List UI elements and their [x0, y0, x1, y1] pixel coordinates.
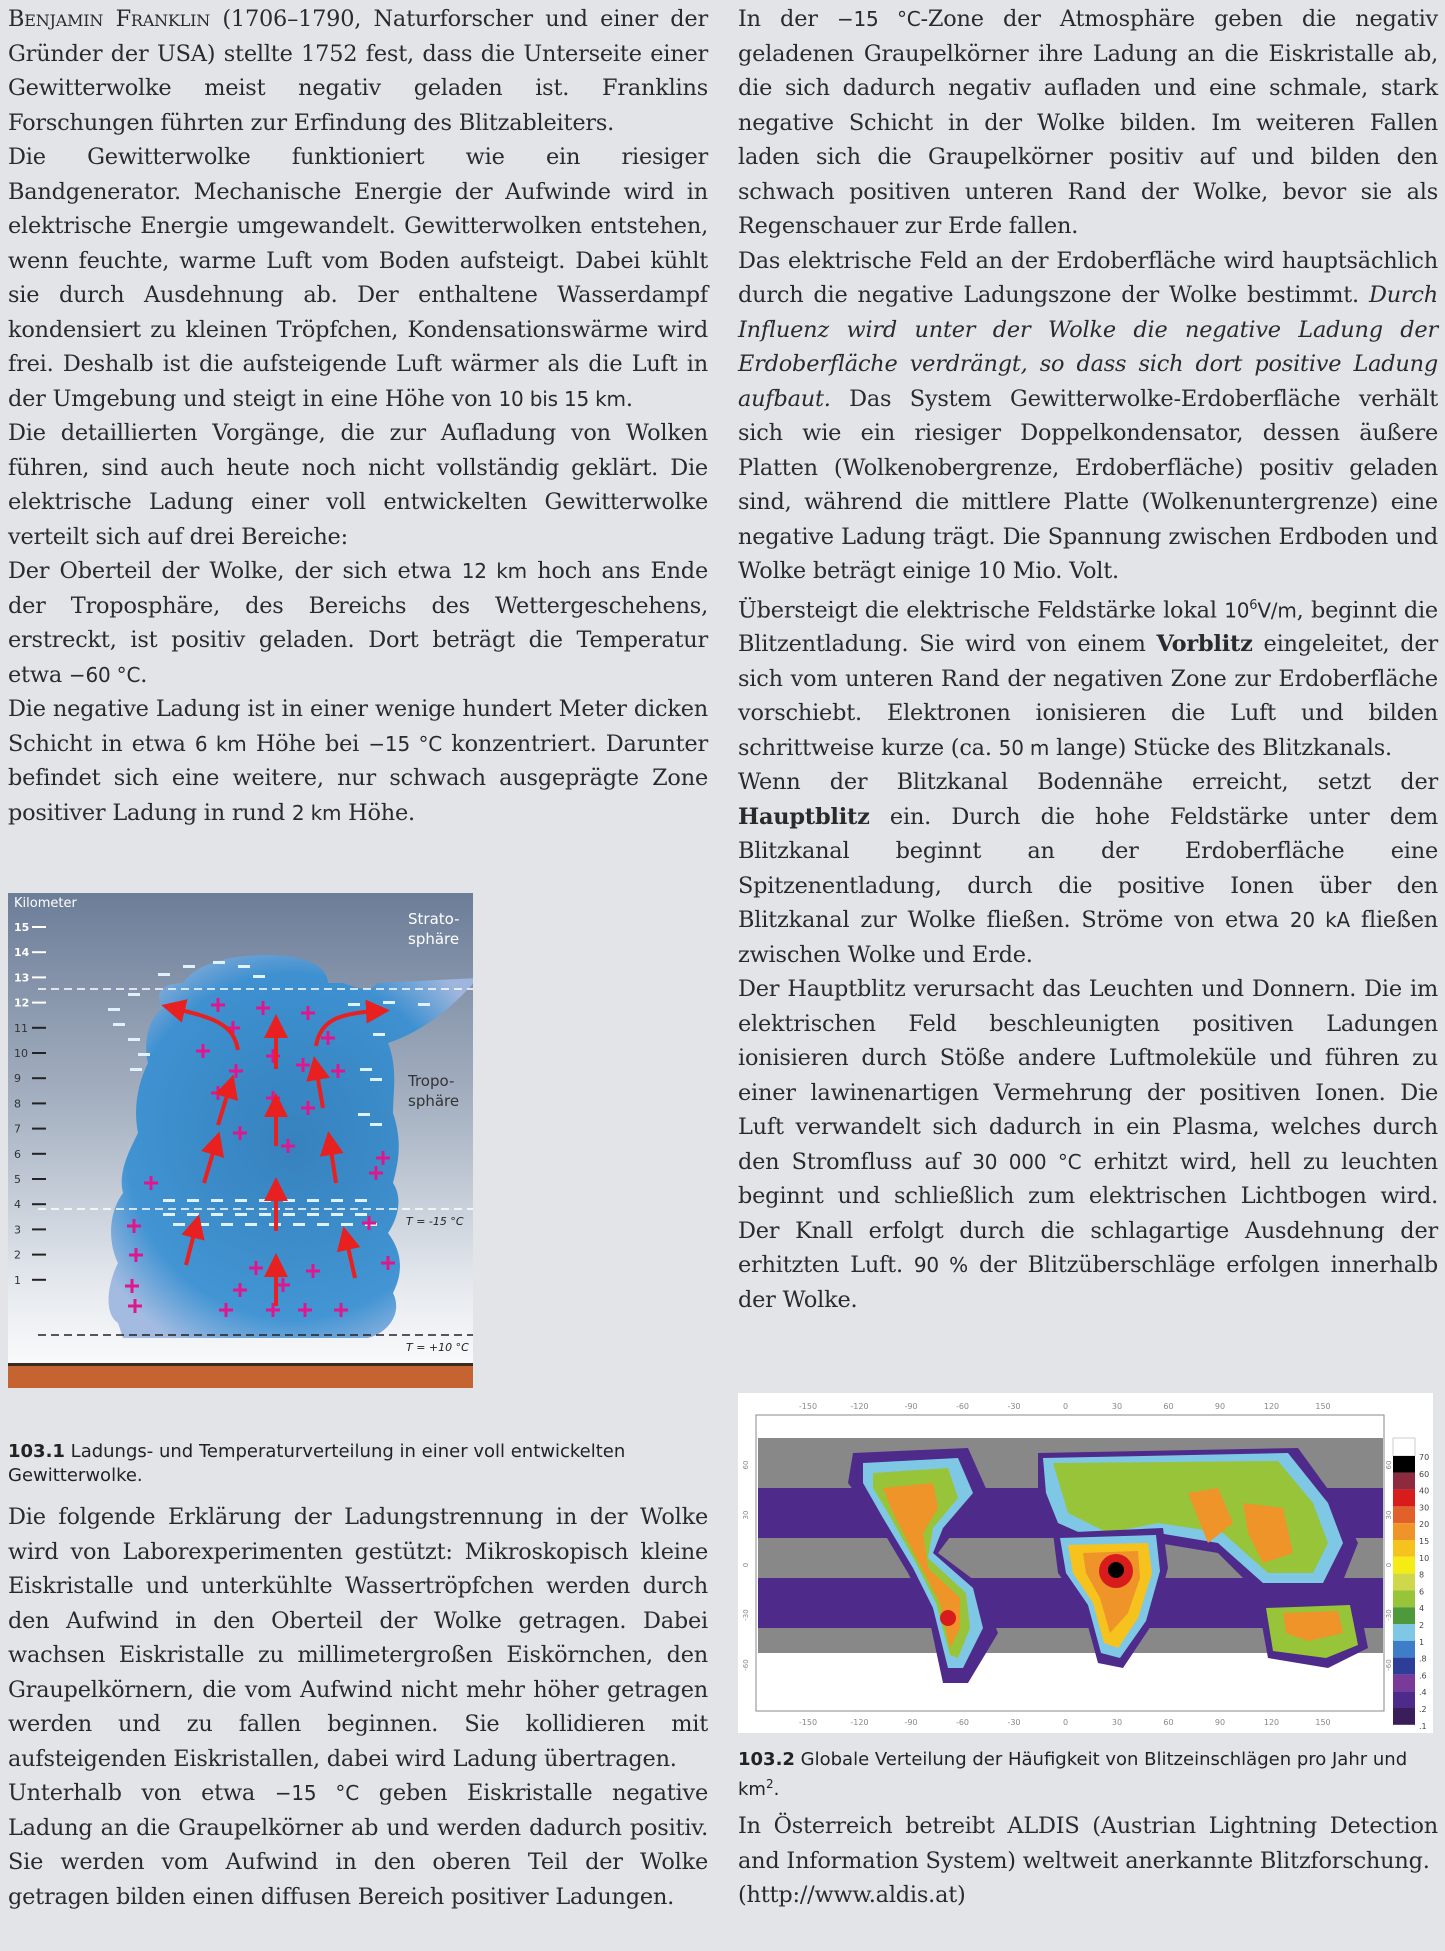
x-tick-top: -90	[904, 1402, 918, 1411]
negative-charge	[355, 1199, 367, 1202]
altitude-tick-label: 13	[14, 971, 30, 985]
positive-charge-v	[133, 1219, 136, 1233]
positive-charge-v	[217, 1086, 220, 1100]
negative-charge	[348, 1003, 360, 1006]
scale-label: .6	[1419, 1671, 1427, 1681]
scale-swatch	[1393, 1456, 1415, 1473]
negative-charge	[331, 1213, 343, 1216]
negative-charge	[317, 1223, 329, 1226]
positive-charge-v	[225, 1303, 228, 1317]
aldis-url[interactable]: (http://www.aldis.at)	[738, 1882, 966, 1908]
negative-charge	[213, 961, 225, 964]
negative-charge	[383, 1001, 395, 1004]
positive-charge-v	[312, 1264, 315, 1278]
altitude-tick-label: 2	[14, 1248, 21, 1262]
negative-charge	[283, 1213, 295, 1216]
x-tick-bottom: 30	[1111, 1718, 1123, 1727]
positive-charge-v	[202, 1044, 205, 1058]
negative-charge	[283, 1199, 295, 1202]
negative-charge	[128, 1038, 140, 1041]
positive-charge-v	[387, 1256, 390, 1270]
paragraph-laborexperimente: Die folgende Erklärung der Ladungstrennung in der Wolke wird von Laborexperimenten gestützt: Mikroskopisch kleine Eiskristalle und unterkühlte Wassertröpfchen werden durch den Aufwind in den Oberteil der Wolke getragen. Dabei wachsen Eiskristalle zu millimetergroßen Eiskörnchen, den Graupelkörnern, die vom Aufwind nicht mehr höher getragen werden und zu fallen beginnen. Sie kollidieren mit aufsteigenden Eiskristallen, dabei wird Ladung übertragen.	[8, 1504, 708, 1772]
paragraph-bandgenerator: Die Gewitterwolke funktioniert wie ein riesiger Bandgenerator. Mechanische Energie der Aufwinde wird in elektrische Energie umgewandelt. Gewitterwolken entstehen, wenn feuchte, warme Luft vom Boden aufsteigt. Dabei kühlt sie durch Ausdehnung ab. Der enthaltene Wasserdampf kondensiert zu kleinen Tröpfchen, Kondensationswärme wird frei. Deshalb ist die aufsteigende Luft wärmer als die Luft in der Umgebung und steigt in eine Höhe von 10 bis 15 km.	[8, 144, 708, 412]
positive-charge-v	[217, 998, 220, 1012]
negative-charge	[370, 1123, 382, 1126]
cloud-diagram	[8, 893, 473, 1388]
negative-charge	[370, 1078, 382, 1081]
x-tick-top: 90	[1214, 1402, 1226, 1411]
negative-charge	[418, 1003, 430, 1006]
negative-charge	[163, 1199, 175, 1202]
positive-charge-v	[239, 1283, 242, 1297]
negative-charge	[113, 1023, 125, 1026]
negative-charge	[358, 1113, 370, 1116]
scale-swatch	[1393, 1624, 1415, 1641]
right-column-text-bottom	[738, 1809, 1438, 1913]
y-tick-right: 30	[1385, 1510, 1393, 1520]
x-tick-top: -150	[798, 1402, 818, 1411]
scale-label: 4	[1419, 1604, 1425, 1614]
positive-charge-v	[287, 1139, 290, 1153]
positive-charge-v	[272, 1091, 275, 1105]
paragraph-aufladung: Die detaillierten Vorgänge, die zur Aufladung von Wolken führen, sind auch heute noch nicht vollständig geklärt. Die elektrische Ladung einer voll entwickelten Gewitterwolke verteilt sich auf drei Bereiche:	[8, 420, 708, 550]
altitude-tick-label: 15	[14, 921, 30, 934]
stratosphere-label-1: Strato-	[408, 910, 460, 928]
scale-label: .2	[1419, 1705, 1427, 1714]
left-column-text-bottom	[8, 1500, 708, 1914]
y-tick-left: 0	[742, 1562, 750, 1568]
y-tick-left: 30	[742, 1510, 750, 1520]
x-tick-bottom: 0	[1062, 1718, 1069, 1727]
negative-charge	[259, 1213, 271, 1216]
x-tick-top: 60	[1163, 1402, 1174, 1411]
x-tick-bottom: 120	[1263, 1718, 1280, 1727]
positive-charge-v	[304, 1303, 307, 1317]
y-tick-right: -30	[1385, 1609, 1393, 1621]
lightning-density-map	[738, 1393, 1433, 1733]
positive-charge-v	[131, 1279, 134, 1293]
paragraph-hauptblitz: Wenn der Blitzkanal Bodennähe erreicht, setzt der Hauptblitz ein. Durch die hohe Feldstärke unter dem Blitzkanal beginnt an der Erdoberfläche eine Spitzenentladung, durch die positive Ionen über den Blitzkanal zur Wolke fließen. Ströme von etwa 20 kA fließen zwischen Wolke und Erde.	[738, 769, 1438, 968]
troposphere-label-1: Tropo-	[408, 1072, 455, 1090]
figure-cloud-charge-distribution	[8, 893, 473, 1388]
positive-charge-v	[375, 1166, 378, 1180]
scale-top-white	[1393, 1438, 1415, 1456]
right-column-text	[738, 2, 1438, 1317]
negative-charge	[331, 1199, 343, 1202]
x-tick-bottom: 150	[1315, 1718, 1331, 1727]
x-tick-bottom: -150	[798, 1718, 818, 1727]
scale-swatch	[1393, 1574, 1415, 1591]
positive-charge-v	[340, 1303, 343, 1317]
positive-charge-v	[134, 1299, 137, 1313]
negative-charge	[355, 1213, 367, 1216]
stratosphere-label-2: sphäre	[408, 930, 460, 948]
scale-swatch	[1393, 1607, 1415, 1624]
negative-charge	[238, 965, 250, 968]
x-tick-bottom: -30	[1007, 1718, 1021, 1727]
y-tick-left: 60	[742, 1460, 750, 1470]
negative-charge	[158, 973, 170, 976]
negative-charge	[235, 1213, 247, 1216]
altitude-tick-label: 8	[14, 1097, 21, 1111]
x-tick-top: 150	[1315, 1402, 1331, 1411]
scale-label: 2	[1419, 1621, 1425, 1630]
positive-charge-v	[239, 1126, 242, 1140]
scale-label: 6	[1419, 1587, 1425, 1597]
paragraph-elektrisches-feld: Das elektrische Feld an der Erdoberfläche wird hauptsächlich durch die negative Ladungszone der Wolke bestimmt. Durch Influenz wird unter der Wolke die negative Ladung der Erdoberfläche verdrängt, so dass sich dort positive Ladung aufbaut. Das System Gewitterwolke-Erdoberfläche verhält sich wie ein riesiger Doppelkondensator, dessen äußere Platten (Wolkenobergrenze, Erdoberfläche) positiv geladen sind, während die mittlere Platte (Wolkenuntergrenze) eine negative Ladung trägt. Die Spannung zwischen Erdboden und Wolke beträgt einige 10 Mio. Volt.	[738, 247, 1438, 584]
y-tick-right: 60	[1385, 1460, 1393, 1470]
paragraph-unterhalb: Unterhalb von etwa −15 °C geben Eiskristalle negative Ladung an die Graupelkörner ab und werden dadurch positiv. Sie werden vom Aufwind in den oberen Teil der Wolke getragen bilden einen diffusen Bereich positiver Ladungen.	[8, 1780, 708, 1910]
altitude-tick-label: 10	[14, 1047, 28, 1060]
scale-label: 70	[1419, 1453, 1430, 1462]
scale-label: .1	[1419, 1721, 1427, 1731]
scale-label: 8	[1419, 1570, 1425, 1580]
positive-charge-v	[255, 1261, 258, 1275]
x-tick-top: -60	[955, 1402, 970, 1411]
scale-swatch	[1393, 1490, 1415, 1507]
map-density-regions	[758, 1438, 1383, 1708]
positive-charge-v	[382, 1151, 385, 1165]
positive-charge-v	[135, 1248, 138, 1262]
negative-charge	[163, 1213, 175, 1216]
temp-minus15-label: T = -15 °C	[406, 1215, 464, 1228]
paragraph-aldis: In Österreich betreibt ALDIS (Austrian Lightning Detection and Information System) weltweit anerkannte Blitzforschung.	[738, 1813, 1438, 1874]
scale-swatch	[1393, 1691, 1415, 1708]
scale-swatch	[1393, 1658, 1415, 1675]
x-tick-bottom: 90	[1214, 1718, 1226, 1727]
negative-charge	[373, 1033, 385, 1036]
x-tick-top: 30	[1111, 1402, 1123, 1411]
negative-charge	[130, 1068, 142, 1071]
americas-peak	[940, 1610, 956, 1626]
negative-charge	[245, 1223, 257, 1226]
scale-swatch	[1393, 1540, 1415, 1557]
scale-swatch	[1393, 1473, 1415, 1490]
left-column-text	[8, 2, 708, 830]
negative-charge	[307, 1213, 319, 1216]
ground	[8, 1366, 473, 1388]
ground-edge	[8, 1363, 473, 1366]
altitude-tick-label: 3	[14, 1223, 21, 1237]
scale-swatch	[1393, 1674, 1415, 1691]
negative-charge	[360, 1068, 372, 1071]
y-tick-left: -30	[742, 1609, 750, 1621]
figure-lightning-world-map	[738, 1393, 1433, 1733]
altitude-tick-label: 1	[14, 1273, 21, 1287]
positive-charge-v	[302, 1058, 305, 1072]
y-tick-left: -60	[742, 1659, 750, 1671]
negative-charge	[307, 1199, 319, 1202]
scale-swatch	[1393, 1641, 1415, 1658]
scale-swatch	[1393, 1557, 1415, 1574]
negative-charge	[235, 1199, 247, 1202]
negative-charge	[259, 1199, 271, 1202]
scale-label: 10	[1419, 1553, 1430, 1563]
colour-scale	[1393, 1453, 1429, 1731]
paragraph-leuchten-donnern: Der Hauptblitz verursacht das Leuchten und Donnern. Die im elektrischen Feld beschleunigten positiven Ladungen ionisieren durch Stöße andere Luftmoleküle und führen zu einer lawinenartigen Vermehrung der positiven Ionen. Die Luft verwandelt sich dadurch in ein Plasma, welches durch den Stromfluss auf 30 000 °C erhitzt wird, hell zu leuchten beginnt und schließlich zum elektrischen Lichtbogen wird. Der Knall erfolgt durch die schlagartige Ausdehnung der erhitzten Luft. 90 % der Blitzüberschläge erfolgen innerhalb der Wolke.	[738, 976, 1438, 1313]
negative-charge	[211, 1213, 223, 1216]
positive-charge-v	[282, 1278, 285, 1292]
negative-charge	[197, 1223, 209, 1226]
x-tick-top: -120	[850, 1402, 869, 1411]
altitude-tick-label: 5	[14, 1173, 21, 1186]
altitude-tick-label: 7	[14, 1122, 21, 1136]
positive-charge-v	[368, 1216, 371, 1230]
axis-label: Kilometer	[14, 896, 77, 911]
scale-label: 30	[1419, 1503, 1430, 1513]
negative-charge	[221, 1223, 233, 1226]
negative-charge	[211, 1199, 223, 1202]
scale-label: .4	[1419, 1688, 1427, 1698]
positive-charge-v	[235, 1064, 238, 1078]
altitude-tick-label: 12	[14, 996, 30, 1010]
paragraph-oberteil: Der Oberteil der Wolke, der sich etwa 12 km hoch ans Ende der Troposphäre, des Bereichs des Wettergeschehens, erstreckt, ist positiv geladen. Dort beträgt die Temperatur etwa −60 °C.	[8, 558, 708, 688]
paragraph-vorblitz: Übersteigt die elektrische Feldstärke lokal $10^6V/m$, beginnt die Blitzentladung. Sie wird von einem Vorblitz eingeleitet, der sich vom unteren Rand der negativen Zone zur Erdoberfläche vorschiebt. Elektronen ionisieren die Luft und bilden schrittweise kurze (ca. 50 m lange) Stücke des Blitzkanals.	[738, 596, 1438, 761]
negative-charge	[183, 965, 195, 968]
altitude-tick-label: 6	[14, 1147, 21, 1161]
scale-swatch	[1393, 1590, 1415, 1607]
x-tick-bottom: -60	[955, 1718, 970, 1727]
positive-charge-v	[337, 1064, 340, 1078]
positive-charge-v	[307, 1006, 310, 1020]
positive-charge-v	[327, 1031, 330, 1045]
paragraph-franklin: Benjamin Franklin (1706–1790, Naturforscher und einer der Gründer der USA) stellte 1752 fest, dass die Unterseite einer Gewitterwolke meist negativ geladen ist. Franklins Forschungen führten zur Erfindung des Blitzableiters.	[8, 6, 708, 136]
x-tick-bottom: -120	[850, 1718, 869, 1727]
scale-label: 1	[1419, 1637, 1425, 1647]
y-tick-right: 0	[1385, 1562, 1393, 1568]
negative-charge	[341, 1223, 353, 1226]
positive-charge-v	[307, 1101, 310, 1115]
altitude-tick-label: 9	[14, 1072, 21, 1086]
africa-peak	[1108, 1562, 1124, 1578]
troposphere-label-2: sphäre	[408, 1092, 460, 1110]
negative-charge	[108, 1008, 120, 1011]
negative-charge	[293, 1223, 305, 1226]
negative-charge	[187, 1199, 199, 1202]
scale-label: 60	[1419, 1469, 1430, 1479]
paragraph-minus15-zone: In der −15 °C-Zone der Atmosphäre geben die negativ geladenen Graupelkörner ihre Ladung an die Eiskristalle ab, die sich dadurch negativ aufladen und eine schmale, stark negative Schicht in der Wolke bilden. Im weiteren Fallen laden sich die Graupelkörner positiv auf und bilden den schwach positiven unteren Rand der Wolke, bevor sie als Regenschauer zur Erde fallen.	[738, 6, 1438, 239]
positive-charge-v	[150, 1176, 153, 1190]
figure1-caption: 103.1 Ladungs- und Temperaturverteilung in einer voll entwickelten Gewitterwolke.	[8, 1441, 626, 1486]
scale-label: 40	[1419, 1486, 1430, 1496]
x-tick-top: 120	[1263, 1402, 1280, 1411]
person-name: Benjamin Franklin	[8, 6, 210, 32]
scale-label: .8	[1419, 1654, 1427, 1664]
altitude-tick-label: 11	[14, 1021, 28, 1035]
figure2-caption: 103.2 Globale Verteilung der Häufigkeit von Blitzeinschlägen pro Jahr und $km^2$.	[738, 1749, 1408, 1800]
temp-plus10-label: T = +10 °C	[406, 1341, 469, 1354]
x-tick-bottom: -90	[904, 1718, 918, 1727]
altitude-tick-label: 4	[14, 1198, 21, 1212]
x-tick-top: -30	[1007, 1402, 1021, 1411]
x-tick-top: 0	[1062, 1402, 1069, 1411]
negative-charge	[253, 975, 265, 978]
scale-swatch	[1393, 1708, 1415, 1725]
negative-charge	[138, 1053, 150, 1056]
negative-charge	[187, 1213, 199, 1216]
negative-charge	[173, 1223, 185, 1226]
scale-swatch	[1393, 1506, 1415, 1523]
y-tick-right: -60	[1385, 1659, 1393, 1671]
scale-label: 15	[1419, 1537, 1430, 1546]
scale-swatch	[1393, 1523, 1415, 1540]
paragraph-negative-ladung: Die negative Ladung ist in einer wenige hundert Meter dicken Schicht in etwa 6 km Höhe bei −15 °C konzentriert. Darunter befindet sich eine weitere, nur schwach ausgeprägte Zone positiver Ladung in rund 2 km Höhe.	[8, 696, 708, 826]
negative-charge	[128, 993, 140, 996]
scale-label: 20	[1419, 1520, 1430, 1530]
altitude-tick-label: 14	[14, 946, 30, 960]
positive-charge-v	[262, 1001, 265, 1015]
x-tick-bottom: 60	[1163, 1718, 1174, 1727]
